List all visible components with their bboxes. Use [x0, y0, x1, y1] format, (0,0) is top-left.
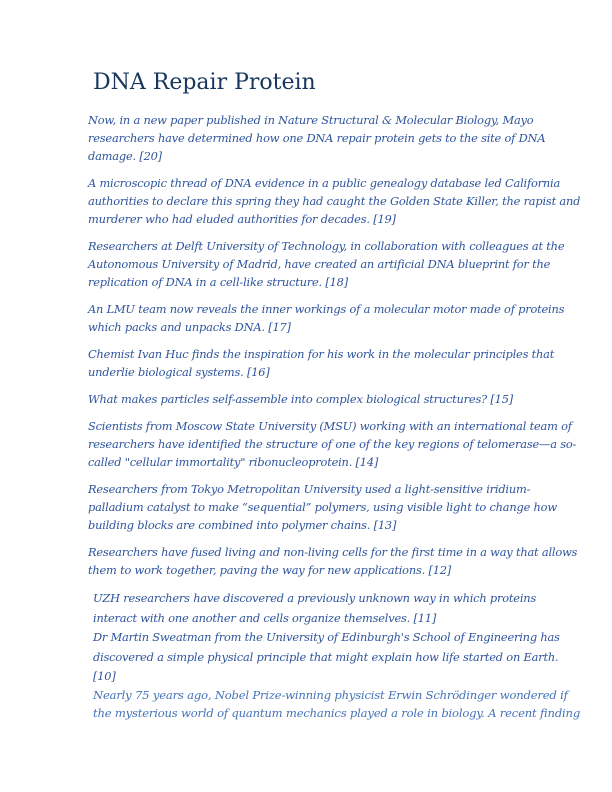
text-line: Nearly 75 years ago, Nobel Prize-winning physicist Erwin Schrödinger wondered if: [93, 688, 568, 702]
text-line: A microscopic thread of DNA evidence in a public genealogy database led California: [88, 176, 561, 190]
text-line: called "cellular immortality" ribonucleoprotein. [14]: [88, 454, 379, 469]
document-title: DNA Repair Protein: [93, 70, 316, 95]
text-line: building blocks are combined into polymer chains. [13]: [88, 517, 397, 532]
paragraph-ref-18: [88, 238, 565, 291]
text-line: murderer who had eluded authorities for decades. [19]: [88, 211, 396, 226]
paragraph-ref-12: [88, 544, 578, 580]
paragraph-ref-14: [88, 418, 577, 471]
text-line: damage. [20]: [88, 148, 162, 163]
text-line: Researchers from Tokyo Metropolitan University used a light-sensitive iridium-: [88, 482, 531, 496]
text-line: Now, in a new paper published in Nature Structural & Molecular Biology, Mayo: [88, 113, 534, 127]
paragraph-ref-13: [88, 481, 557, 534]
text-line: UZH researchers have discovered a previously unknown way in which proteins: [93, 591, 537, 605]
text-line: authorities to declare this spring they had caught the Golden State Killer, the rapist and: [88, 193, 581, 208]
text-line: underlie biological systems. [16]: [88, 364, 270, 379]
text-line: replication of DNA in a cell-like structure. [18]: [88, 274, 348, 289]
paragraph-ref-16: [88, 346, 555, 382]
text-line: interact with one another and cells organize themselves. [11]: [93, 610, 437, 625]
text-line: [10]: [93, 669, 116, 683]
text-line: Researchers at Delft University of Technology, in collaboration with colleagues at the: [88, 239, 565, 253]
text-line: Chemist Ivan Huc finds the inspiration for his work in the molecular principles that: [88, 347, 555, 361]
text-line: Scientists from Moscow State University (MSU) working with an international team of: [88, 419, 572, 433]
text-line: Dr Martin Sweatman from the University of Edinburgh's School of Engineering has: [93, 630, 560, 644]
paragraph-ref-15: [88, 391, 528, 409]
paragraph-ref-17: [88, 301, 565, 337]
text-line: An LMU team now reveals the inner workings of a molecular motor made of proteins: [88, 302, 565, 316]
text-line: researchers have determined how one DNA repair protein gets to the site of DNA: [88, 130, 546, 145]
paragraph-ref-10: [93, 628, 560, 687]
paragraph-ref-19: [88, 175, 581, 228]
paragraph-schrodinger: [93, 687, 581, 723]
text-line: Autonomous University of Madrid, have created an artificial DNA blueprint for the: [88, 256, 551, 271]
text-line: which packs and unpacks DNA. [17]: [88, 319, 291, 334]
text-line: researchers have identified the structure of one of the key regions of telomerase—a so-: [88, 436, 577, 451]
text-line: the mysterious world of quantum mechanics played a role in biology. A recent finding: [93, 705, 581, 720]
text-line: Researchers have fused living and non-living cells for the first time in a way that allows: [88, 545, 578, 559]
text-line: them to work together, paving the way for new applications. [12]: [88, 562, 452, 577]
text-line: discovered a simple physical principle that might explain how life started on Earth.: [93, 649, 559, 664]
text-line: What makes particles self-assemble into complex biological structures? [15]: [88, 392, 514, 406]
paragraph-ref-20: [88, 112, 546, 165]
paragraph-ref-11: [93, 589, 537, 628]
text-line: palladium catalyst to make “sequential” polymers, using visible light to change how: [88, 499, 557, 514]
